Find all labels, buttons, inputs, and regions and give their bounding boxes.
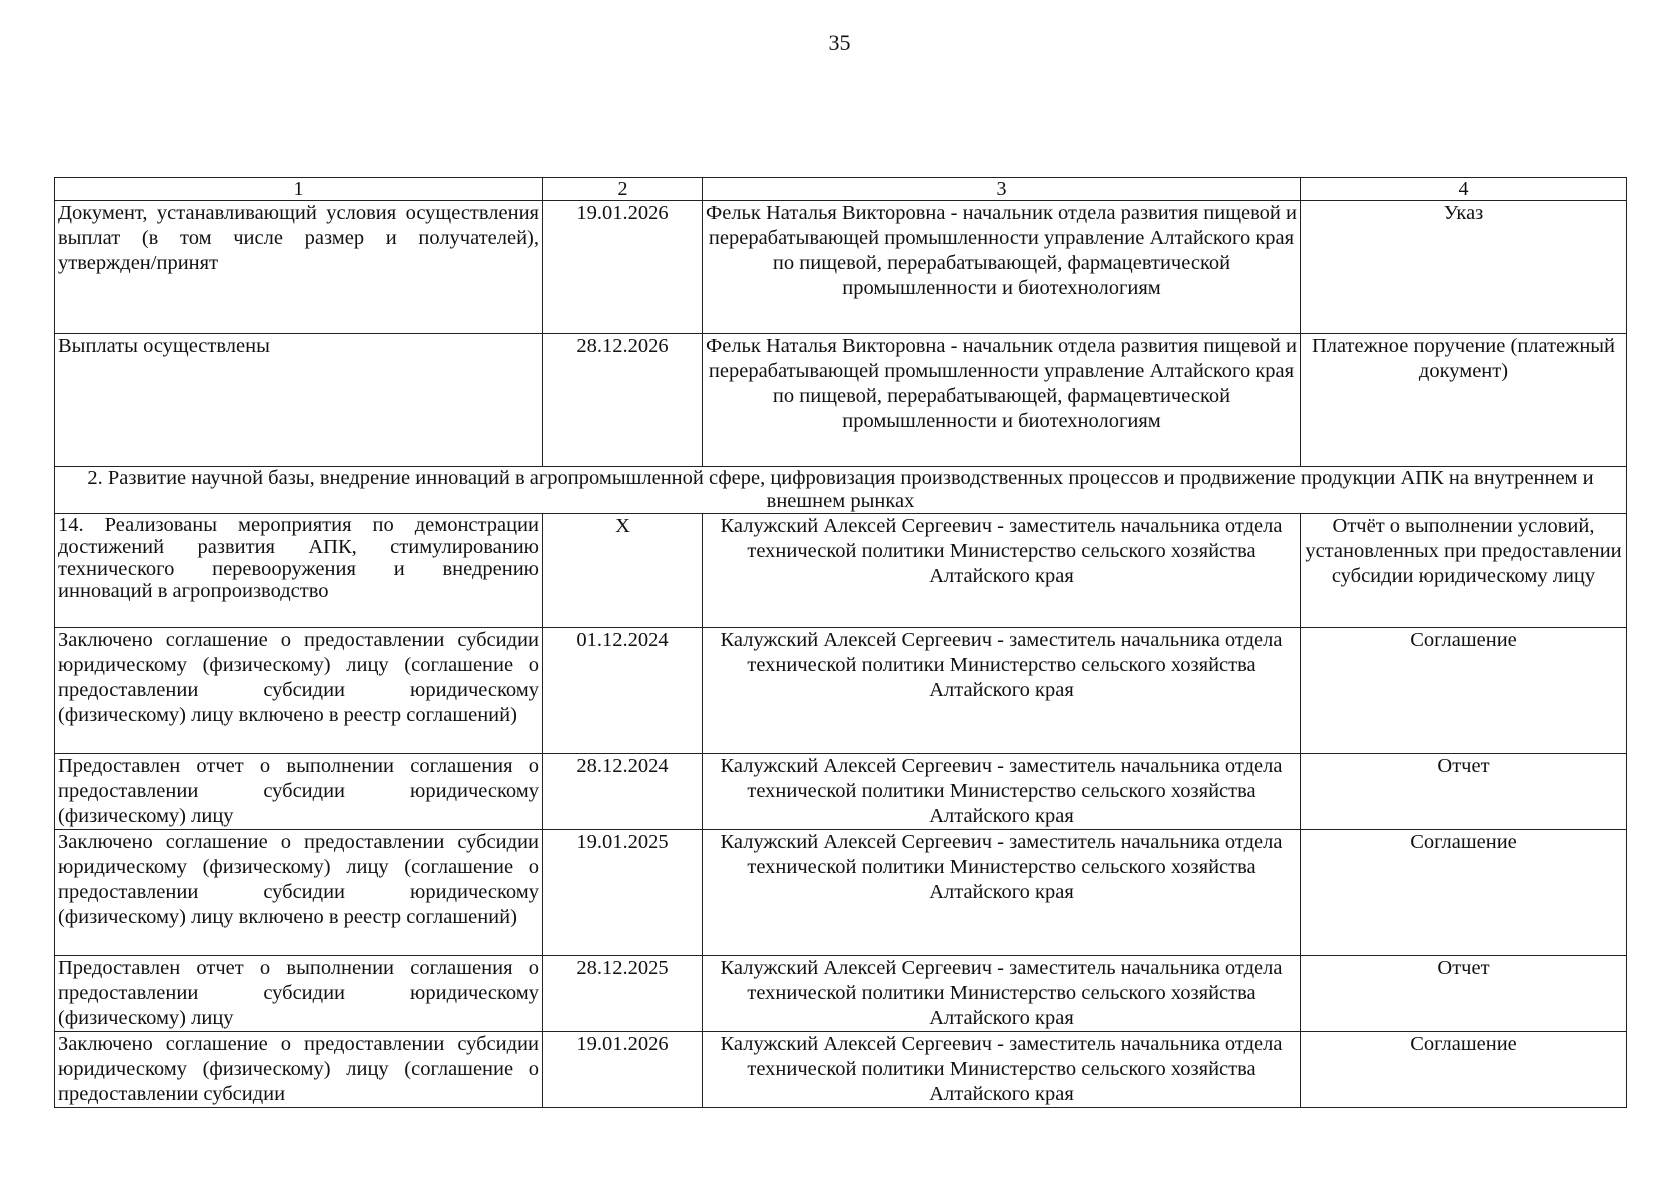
- document-cell: Соглашение: [1301, 628, 1627, 754]
- column-header-2: 2: [543, 178, 703, 201]
- column-header-3: 3: [703, 178, 1301, 201]
- table-row: [55, 514, 1627, 628]
- event-cell: Документ, устанавливающий условия осуществления выплат (в том числе размер и получателей), утвержден/принят: [55, 201, 543, 334]
- table-row: [55, 754, 1627, 830]
- document-cell: Соглашение: [1301, 830, 1627, 956]
- responsible-cell: Калужский Алексей Сергеевич - заместитель начальника отдела технической политики Министерство сельского хозяйства Алтайского края: [703, 830, 1301, 956]
- date-cell: 28.12.2025: [543, 956, 703, 1032]
- responsible-cell: Калужский Алексей Сергеевич - заместитель начальника отдела технической политики Министерство сельского хозяйства Алтайского края: [703, 514, 1301, 628]
- document-cell: Указ: [1301, 201, 1627, 334]
- event-cell: Выплаты осуществлены: [55, 334, 543, 467]
- section-row: [55, 467, 1627, 514]
- date-cell: 19.01.2025: [543, 830, 703, 956]
- responsible-cell: Калужский Алексей Сергеевич - заместитель начальника отдела технической политики Министерство сельского хозяйства Алтайского края: [703, 956, 1301, 1032]
- event-cell: Предоставлен отчет о выполнении соглашения о предоставлении субсидии юридическому (физическому) лицу: [55, 956, 543, 1032]
- table-row: [55, 1032, 1627, 1108]
- table-header-row: [55, 178, 1627, 201]
- table-row: [55, 830, 1627, 956]
- plan-table: [54, 177, 1627, 1108]
- section-heading: 2. Развитие научной базы, внедрение инноваций в агропромышленной сфере, цифровизация производственных процессов и продвижение продукции АПК на внутреннем и внешнем рынках: [55, 467, 1627, 514]
- event-cell: Предоставлен отчет о выполнении соглашения о предоставлении субсидии юридическому (физическому) лицу: [55, 754, 543, 830]
- event-cell: Заключено соглашение о предоставлении субсидии юридическому (физическому) лицу (соглашение о предоставлении субсидии юридическому (физическому) лицу включено в реестр соглашений): [55, 830, 543, 956]
- document-cell: Отчет: [1301, 754, 1627, 830]
- document-cell: Платежное поручение (платежный документ): [1301, 334, 1627, 467]
- column-header-4: 4: [1301, 178, 1627, 201]
- table-row: [55, 334, 1627, 467]
- responsible-cell: Калужский Алексей Сергеевич - заместитель начальника отдела технической политики Министерство сельского хозяйства Алтайского края: [703, 754, 1301, 830]
- responsible-cell: Калужский Алексей Сергеевич - заместитель начальника отдела технической политики Министерство сельского хозяйства Алтайского края: [703, 628, 1301, 754]
- date-cell: 28.12.2024: [543, 754, 703, 830]
- document-cell: Отчет: [1301, 956, 1627, 1032]
- date-cell: 19.01.2026: [543, 201, 703, 334]
- date-cell: 19.01.2026: [543, 1032, 703, 1108]
- column-header-1: 1: [55, 178, 543, 201]
- page-number: 35: [828, 30, 851, 55]
- responsible-cell: Фельк Наталья Викторовна - начальник отдела развития пищевой и перерабатывающей промышленности управление Алтайского края по пищевой, перерабатывающей, фармацевтической промышленности и биотехнологиям: [703, 334, 1301, 467]
- document-cell: Отчёт о выполнении условий, установленных при предоставлении субсидии юридическому лицу: [1301, 514, 1627, 628]
- table-row: [55, 628, 1627, 754]
- event-cell: Заключено соглашение о предоставлении субсидии юридическому (физическому) лицу (соглашение о предоставлении субсидии юридическому (физическому) лицу включено в реестр соглашений): [55, 628, 543, 754]
- date-cell: 28.12.2026: [543, 334, 703, 467]
- table-row: [55, 956, 1627, 1032]
- event-cell: 14. Реализованы мероприятия по демонстрации достижений развития АПК, стимулированию технического перевооружения и внедрению инноваций в агропроизводство: [55, 514, 543, 628]
- event-cell: Заключено соглашение о предоставлении субсидии юридическому (физическому) лицу (соглашение о предоставлении субсидии: [55, 1032, 543, 1108]
- document-cell: Соглашение: [1301, 1032, 1627, 1108]
- responsible-cell: Калужский Алексей Сергеевич - заместитель начальника отдела технической политики Министерство сельского хозяйства Алтайского края: [703, 1032, 1301, 1108]
- responsible-cell: Фельк Наталья Викторовна - начальник отдела развития пищевой и перерабатывающей промышленности управление Алтайского края по пищевой, перерабатывающей, фармацевтической промышленности и биотехнологиям: [703, 201, 1301, 334]
- table-row: [55, 201, 1627, 334]
- date-cell: 01.12.2024: [543, 628, 703, 754]
- date-cell: X: [543, 514, 703, 628]
